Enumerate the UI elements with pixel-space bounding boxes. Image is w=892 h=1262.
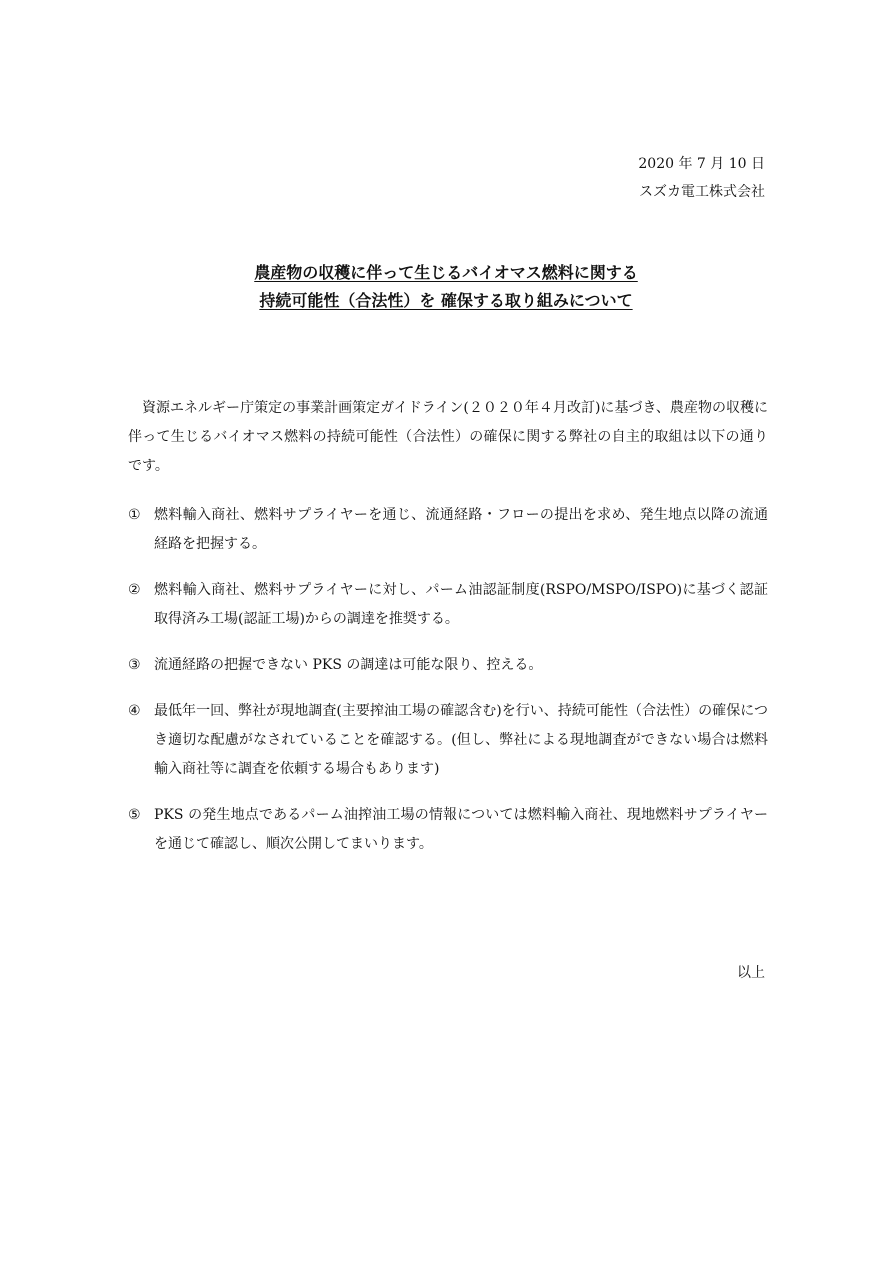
document-body bbox=[128, 394, 768, 859]
item-text: 燃料輸入商社、燃料サプライヤーに対し、パーム油認証制度(RSPO/MSPO/ISPO)に基づく認証取得済み工場(認証工場)からの調達を推奨する。 bbox=[154, 582, 768, 627]
title-line-2: 持続可能性（合法性）を 確保する取り組みについて bbox=[259, 291, 633, 310]
document-date: 2020 年 7 月 10 日 bbox=[638, 156, 765, 172]
item-text: 流通経路の把握できない PKS の調達は可能な限り、控える。 bbox=[154, 657, 543, 673]
closing-mark: 以上 bbox=[737, 965, 765, 981]
document-header bbox=[638, 150, 765, 206]
initiative-list bbox=[128, 501, 768, 859]
company-name: スズカ電工株式会社 bbox=[639, 184, 765, 200]
item-number: ② bbox=[128, 582, 141, 598]
list-item bbox=[128, 576, 768, 634]
item-number: ① bbox=[128, 507, 141, 523]
item-number: ⑤ bbox=[128, 807, 141, 823]
item-number: ④ bbox=[128, 703, 141, 719]
item-text: 燃料輸入商社、燃料サプライヤーを通じ、流通経路・フローの提出を求め、発生地点以降の流通経路を把握する。 bbox=[154, 507, 768, 552]
title-line-1: 農産物の収穫に伴って生じるバイオマス燃料に関する bbox=[254, 263, 638, 282]
item-number: ③ bbox=[128, 657, 141, 673]
list-item bbox=[128, 651, 768, 680]
item-text: 最低年一回、弊社が現地調査(主要搾油工場の確認含む)を行い、持続可能性（合法性）の確保につき適切な配慮がなされていることを確認する。(但し、弊社による現地調査ができない場合は燃料輸入商社等に調査を依頼する場合もあります) bbox=[154, 703, 768, 777]
intro-paragraph: 資源エネルギー庁策定の事業計画策定ガイドライン(２０２０年４月改訂)に基づき、農産物の収穫に伴って生じるバイオマス燃料の持続可能性（合法性）の確保に関する弊社の自主的取組は以下の通りです。 bbox=[128, 400, 768, 474]
list-item bbox=[128, 501, 768, 559]
list-item bbox=[128, 801, 768, 859]
item-text: PKS の発生地点であるパーム油搾油工場の情報については燃料輸入商社、現地燃料サプライヤーを通じて確認し、順次公開してまいります。 bbox=[154, 807, 768, 852]
list-item bbox=[128, 697, 768, 784]
document-title bbox=[0, 259, 892, 315]
